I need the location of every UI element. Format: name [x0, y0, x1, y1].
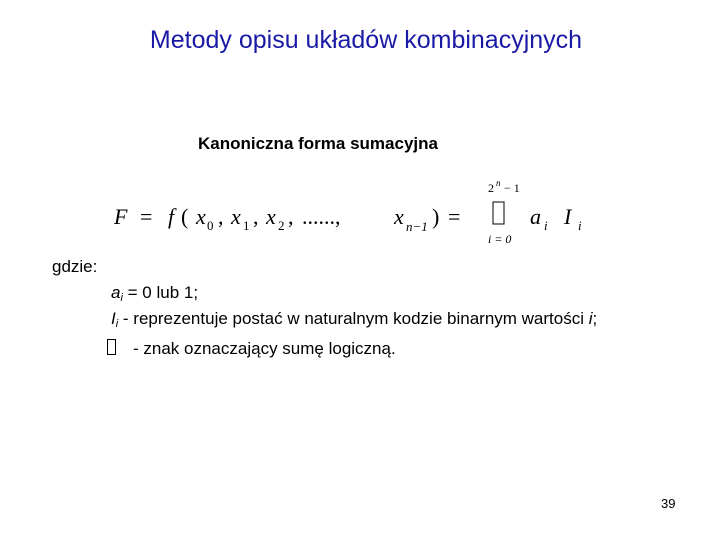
definition-Ii-subscript: i	[115, 318, 119, 330]
slide-title: Metody opisu układów kombinacyjnych	[149, 26, 583, 54]
formula-x0-sub: 0	[207, 218, 214, 233]
sum-operator-missing-glyph	[493, 202, 504, 224]
sum-symbol-missing-glyph	[107, 339, 116, 355]
definition-Ii-text-end: ;	[592, 309, 598, 328]
where-label: gdzie:	[52, 257, 98, 276]
formula-xn-sub: n−1	[406, 219, 428, 234]
formula-dots: ......,	[302, 204, 341, 229]
section-heading: Kanoniczna forma sumacyjna	[198, 134, 438, 153]
formula-Ii-sub: i	[578, 218, 582, 233]
formula-x0: x	[196, 204, 206, 229]
formula-xn: x	[394, 204, 404, 229]
upper-limit-exponent: n	[496, 178, 501, 188]
upper-limit-rest: − 1	[504, 181, 520, 195]
definition-Ii	[111, 309, 597, 330]
formula-open-paren: (	[181, 204, 189, 229]
formula-x1: x	[231, 204, 241, 229]
formula-close-paren: )	[432, 204, 440, 229]
formula-ai: a	[530, 204, 541, 229]
formula-comma-2: ,	[253, 204, 259, 229]
formula-f: f	[168, 204, 175, 229]
definition-sum-symbol: - znak oznaczający sumę logiczną.	[133, 339, 396, 358]
definition-Ii-variable: I	[111, 309, 116, 328]
formula-equals-2: =	[448, 204, 461, 229]
canonical-sum-formula	[100, 176, 620, 260]
formula-x2: x	[266, 204, 276, 229]
formula-x1-sub: 1	[243, 218, 250, 233]
lower-limit: i = 0	[488, 232, 512, 246]
formula-equals: =	[140, 204, 153, 229]
definition-Ii-text-variable: i	[588, 309, 593, 328]
definition-Ii-text: - reprezentuje postać w naturalnym kodzie binarnym wartości	[118, 309, 589, 328]
upper-limit-base: 2	[488, 181, 494, 195]
definition-ai-variable: a	[111, 283, 121, 302]
definition-ai	[111, 283, 198, 304]
formula-Ii: I	[564, 204, 572, 229]
formula-F: F	[114, 204, 128, 229]
formula-x2-sub: 2	[278, 218, 285, 233]
formula-ai-sub: i	[544, 218, 548, 233]
definition-ai-subscript: i	[120, 292, 123, 304]
formula-comma-1: ,	[218, 204, 224, 229]
page-number: 39	[661, 496, 676, 511]
definition-ai-text: = 0 lub 1;	[122, 283, 199, 302]
formula-comma-3: ,	[288, 204, 294, 229]
